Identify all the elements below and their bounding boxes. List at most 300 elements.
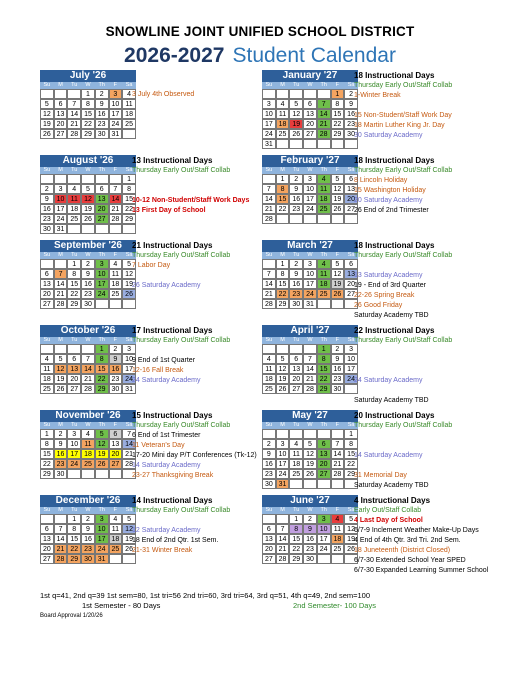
day-cell: 15 bbox=[276, 279, 290, 289]
weekday-label: Sa bbox=[125, 422, 133, 428]
weekday-label: Su bbox=[43, 337, 51, 343]
day-cell: 7 bbox=[109, 184, 123, 194]
day-cell: 6 bbox=[109, 429, 123, 439]
day-cell: 3 bbox=[262, 99, 276, 109]
day-cell: 10 bbox=[303, 269, 317, 279]
day-cell: 12 bbox=[54, 364, 68, 374]
day-cell: 20 bbox=[317, 459, 331, 469]
day-cell: 22 bbox=[331, 119, 345, 129]
day-cell: 23 bbox=[54, 459, 68, 469]
day-cell: 21 bbox=[262, 289, 276, 299]
weekday-label: Tu bbox=[71, 337, 78, 343]
weekday-label: Th bbox=[98, 252, 105, 258]
day-cell: 3 bbox=[276, 439, 290, 449]
day-cell: 27 bbox=[262, 554, 276, 564]
day-cell: 5 bbox=[331, 174, 345, 184]
weekday-header bbox=[262, 507, 358, 514]
day-cell: 7 bbox=[67, 99, 81, 109]
day-cell: 7 bbox=[331, 439, 345, 449]
day-grid bbox=[262, 89, 358, 149]
weekday-label: Su bbox=[43, 252, 51, 258]
day-cell: 31 bbox=[262, 139, 276, 149]
day-cell: 3 bbox=[95, 514, 109, 524]
day-cell: 9 bbox=[344, 99, 358, 109]
day-cell: 29 bbox=[289, 554, 303, 564]
weekday-label: Su bbox=[43, 507, 51, 513]
day-cell: 11 bbox=[40, 364, 54, 374]
weekday-label: Sa bbox=[347, 167, 355, 173]
day-cell: 30 bbox=[81, 554, 95, 564]
weekday-label: F bbox=[113, 252, 118, 258]
day-cell: 16 bbox=[95, 109, 109, 119]
empty-cell bbox=[81, 174, 95, 184]
weekday-header bbox=[262, 252, 358, 259]
day-cell: 21 bbox=[122, 449, 136, 459]
weekday-label: Tu bbox=[293, 337, 300, 343]
weekday-label: Sa bbox=[125, 252, 133, 258]
day-cell: 7 bbox=[317, 99, 331, 109]
day-cell: 20 bbox=[40, 544, 54, 554]
day-cell: 23 bbox=[289, 289, 303, 299]
empty-cell bbox=[276, 89, 290, 99]
empty-cell bbox=[54, 259, 68, 269]
day-cell: 26 bbox=[276, 384, 290, 394]
day-cell: 19 bbox=[54, 374, 68, 384]
month-notes bbox=[354, 240, 520, 321]
month-header: February '27 bbox=[262, 155, 358, 167]
empty-cell bbox=[289, 479, 303, 489]
weekday-header bbox=[40, 337, 136, 344]
day-cell: 7 bbox=[54, 524, 68, 534]
empty-cell bbox=[303, 214, 317, 224]
note-line: 20 Saturday Academy bbox=[354, 197, 423, 204]
note-line: 9 End of 1st Quarter bbox=[132, 357, 196, 364]
day-cell: 29 bbox=[317, 384, 331, 394]
day-cell: 9 bbox=[95, 99, 109, 109]
day-cell: 29 bbox=[81, 129, 95, 139]
day-cell: 30 bbox=[303, 554, 317, 564]
day-cell: 9 bbox=[303, 524, 317, 534]
calendar-subtitle: Student Calendar bbox=[232, 44, 396, 67]
day-cell: 1 bbox=[276, 259, 290, 269]
day-cell: 6 bbox=[344, 259, 358, 269]
month-calendar bbox=[262, 410, 358, 489]
day-cell: 27 bbox=[67, 384, 81, 394]
day-cell: 10 bbox=[95, 524, 109, 534]
empty-cell bbox=[67, 224, 81, 234]
day-cell: 17 bbox=[303, 279, 317, 289]
day-cell: 1 bbox=[95, 344, 109, 354]
day-cell: 16 bbox=[81, 279, 95, 289]
day-cell: 2 bbox=[331, 344, 345, 354]
day-cell: 27 bbox=[317, 469, 331, 479]
day-cell: 26 bbox=[95, 459, 109, 469]
day-cell: 31 bbox=[109, 129, 123, 139]
day-cell: 27 bbox=[344, 289, 358, 299]
note-line: 10-12 Non-Student/Staff Work Days bbox=[132, 197, 250, 204]
note-line: 4 End of 4th Qtr. 3rd Tri. 2nd Sem. bbox=[354, 537, 461, 544]
day-cell: 24 bbox=[344, 374, 358, 384]
day-cell: 10 bbox=[95, 269, 109, 279]
day-cell: 11 bbox=[109, 269, 123, 279]
weekday-label: Sa bbox=[125, 167, 133, 173]
day-cell: 19 bbox=[40, 119, 54, 129]
note-line: 24 Saturday Academy bbox=[354, 377, 423, 384]
weekday-label: Th bbox=[320, 422, 327, 428]
day-cell: 28 bbox=[262, 214, 276, 224]
weekday-label: Th bbox=[320, 507, 327, 513]
note-line: Thursday Early Out/Staff Collab bbox=[354, 252, 453, 259]
day-cell: 13 bbox=[289, 364, 303, 374]
day-cell: 24 bbox=[276, 469, 290, 479]
empty-cell bbox=[122, 299, 136, 309]
day-cell: 28 bbox=[303, 384, 317, 394]
empty-cell bbox=[54, 344, 68, 354]
note-line: Thursday Early Out/Staff Collab bbox=[354, 337, 453, 344]
day-cell: 3 bbox=[122, 344, 136, 354]
note-line: 20 Instructional Days bbox=[354, 411, 435, 420]
day-cell: 4 bbox=[276, 99, 290, 109]
day-cell: 20 bbox=[95, 204, 109, 214]
weekday-label: W bbox=[85, 337, 91, 343]
day-cell: 17 bbox=[317, 534, 331, 544]
note-line: 15 Instructional Days bbox=[132, 411, 213, 420]
day-cell: 18 bbox=[67, 204, 81, 214]
day-cell: 5 bbox=[344, 514, 358, 524]
day-cell: 11 bbox=[262, 364, 276, 374]
day-cell: 14 bbox=[81, 364, 95, 374]
day-cell: 11 bbox=[289, 449, 303, 459]
day-cell: 22 bbox=[344, 459, 358, 469]
day-cell: 4 bbox=[331, 514, 345, 524]
day-cell: 25 bbox=[331, 544, 345, 554]
note-line: 14 Instructional Days bbox=[132, 496, 213, 505]
empty-cell bbox=[289, 214, 303, 224]
weekday-label: Th bbox=[98, 167, 105, 173]
day-cell: 23 bbox=[331, 374, 345, 384]
empty-cell bbox=[109, 299, 123, 309]
day-cell: 4 bbox=[109, 514, 123, 524]
note-line: 6 End of 1st Trimester bbox=[132, 432, 201, 439]
empty-cell bbox=[317, 429, 331, 439]
day-cell: 23 bbox=[109, 374, 123, 384]
day-cell: 2 bbox=[54, 429, 68, 439]
note-line: 18 Juneteenth (District Closed) bbox=[354, 547, 451, 554]
month-header: April '27 bbox=[262, 325, 358, 337]
day-cell: 20 bbox=[54, 119, 68, 129]
month-calendar bbox=[262, 240, 358, 309]
day-cell: 8 bbox=[67, 269, 81, 279]
day-cell: 13 bbox=[40, 534, 54, 544]
day-cell: 11 bbox=[317, 184, 331, 194]
note-line bbox=[354, 101, 520, 111]
note-line: 24 Saturday Academy bbox=[132, 377, 201, 384]
day-cell: 21 bbox=[54, 289, 68, 299]
day-cell: 25 bbox=[67, 214, 81, 224]
empty-cell bbox=[67, 174, 81, 184]
day-cell: 1 bbox=[317, 344, 331, 354]
note-line: 26 Saturday Academy bbox=[132, 282, 201, 289]
month-notes bbox=[354, 410, 520, 491]
day-cell: 30 bbox=[81, 299, 95, 309]
day-cell: 21 bbox=[67, 119, 81, 129]
day-cell: 2 bbox=[344, 89, 358, 99]
empty-cell bbox=[122, 224, 136, 234]
day-cell: 31 bbox=[122, 384, 136, 394]
day-cell: 10 bbox=[109, 99, 123, 109]
day-cell: 12 bbox=[276, 364, 290, 374]
weekday-label: Th bbox=[98, 82, 105, 88]
month-notes bbox=[354, 325, 520, 406]
note-line: 18 Martin Luther King Jr. Day bbox=[354, 122, 445, 129]
weekday-label: W bbox=[85, 422, 91, 428]
day-cell: 5 bbox=[81, 184, 95, 194]
day-cell: 5 bbox=[122, 514, 136, 524]
day-cell: 16 bbox=[81, 534, 95, 544]
empty-cell bbox=[109, 554, 123, 564]
day-cell: 17 bbox=[95, 534, 109, 544]
day-cell: 25 bbox=[276, 129, 290, 139]
day-grid bbox=[262, 514, 358, 564]
day-cell: 30 bbox=[109, 384, 123, 394]
note-line: 3 July 4th Observed bbox=[132, 91, 195, 98]
weekday-label: F bbox=[113, 167, 118, 173]
note-line: 17-20 Mini day P/T Conferences (Tk-12) bbox=[132, 452, 257, 459]
day-cell: 15 bbox=[289, 534, 303, 544]
day-cell: 10 bbox=[262, 109, 276, 119]
day-cell: 19 bbox=[276, 374, 290, 384]
day-cell: 19 bbox=[303, 459, 317, 469]
empty-cell bbox=[67, 344, 81, 354]
day-cell: 25 bbox=[122, 119, 136, 129]
day-cell: 12 bbox=[331, 269, 345, 279]
empty-cell bbox=[109, 224, 123, 234]
day-cell: 29 bbox=[276, 299, 290, 309]
day-cell: 8 bbox=[344, 439, 358, 449]
day-grid bbox=[40, 344, 136, 394]
empty-cell bbox=[303, 139, 317, 149]
day-cell: 26 bbox=[122, 544, 136, 554]
weekday-header bbox=[40, 422, 136, 429]
day-cell: 22 bbox=[276, 289, 290, 299]
weekday-label: Tu bbox=[293, 252, 300, 258]
weekday-header bbox=[262, 422, 358, 429]
day-cell: 9 bbox=[81, 524, 95, 534]
empty-cell bbox=[303, 89, 317, 99]
day-cell: 1 bbox=[67, 259, 81, 269]
weekday-label: Th bbox=[320, 252, 327, 258]
day-cell: 8 bbox=[276, 269, 290, 279]
empty-cell bbox=[109, 174, 123, 184]
day-cell: 28 bbox=[317, 129, 331, 139]
day-cell: 8 bbox=[122, 184, 136, 194]
day-cell: 2 bbox=[81, 259, 95, 269]
day-cell: 13 bbox=[67, 364, 81, 374]
weekday-label: Sa bbox=[125, 337, 133, 343]
note-line: 21-31 Winter Break bbox=[132, 547, 193, 554]
note-line: 6/7-30 Extended School Year SPED bbox=[354, 557, 466, 564]
note-line: 21 Instructional Days bbox=[132, 241, 213, 250]
note-line: 17 Instructional Days bbox=[132, 326, 213, 335]
empty-cell bbox=[262, 259, 276, 269]
day-cell: 26 bbox=[344, 544, 358, 554]
day-cell: 25 bbox=[109, 544, 123, 554]
empty-cell bbox=[317, 479, 331, 489]
day-cell: 28 bbox=[109, 214, 123, 224]
note-line: Thursday Early Out/Staff Collab bbox=[132, 337, 231, 344]
note-line: 11 Veteran's Day bbox=[132, 442, 185, 449]
day-cell: 9 bbox=[262, 449, 276, 459]
day-cell: 12 bbox=[81, 194, 95, 204]
note-line: Thursday Early Out/Staff Collab bbox=[354, 167, 453, 174]
day-cell: 16 bbox=[40, 204, 54, 214]
day-cell: 21 bbox=[54, 544, 68, 554]
day-cell: 28 bbox=[54, 554, 68, 564]
day-cell: 10 bbox=[67, 439, 81, 449]
note-line: 14 Saturday Academy bbox=[132, 462, 201, 469]
weekday-label: W bbox=[85, 167, 91, 173]
day-cell: 14 bbox=[54, 534, 68, 544]
weekday-label: W bbox=[307, 82, 313, 88]
day-cell: 19 bbox=[81, 204, 95, 214]
day-cell: 12 bbox=[289, 109, 303, 119]
note-line: 13 Instructional Days bbox=[132, 156, 213, 165]
empty-cell bbox=[40, 514, 54, 524]
day-cell: 28 bbox=[54, 299, 68, 309]
day-cell: 2 bbox=[81, 514, 95, 524]
empty-cell bbox=[40, 174, 54, 184]
day-cell: 3 bbox=[303, 259, 317, 269]
day-cell: 26 bbox=[54, 384, 68, 394]
note-line: 22 Instructional Days bbox=[354, 326, 435, 335]
day-cell: 19 bbox=[122, 534, 136, 544]
weekday-label: F bbox=[113, 337, 118, 343]
day-cell: 18 bbox=[276, 119, 290, 129]
weekday-label: Su bbox=[265, 252, 273, 258]
empty-cell bbox=[95, 299, 109, 309]
day-cell: 13 bbox=[344, 269, 358, 279]
day-grid bbox=[40, 174, 136, 234]
day-cell: 27 bbox=[95, 214, 109, 224]
day-cell: 6 bbox=[317, 439, 331, 449]
note-line: 26 Good Friday bbox=[354, 302, 403, 309]
weekday-label: W bbox=[307, 422, 313, 428]
day-cell: 17 bbox=[95, 279, 109, 289]
day-cell: 15 bbox=[122, 194, 136, 204]
day-cell: 3 bbox=[95, 259, 109, 269]
day-cell: 10 bbox=[303, 184, 317, 194]
day-cell: 13 bbox=[303, 109, 317, 119]
day-cell: 8 bbox=[289, 524, 303, 534]
day-cell: 19 bbox=[122, 279, 136, 289]
day-cell: 17 bbox=[54, 204, 68, 214]
day-cell: 6 bbox=[289, 354, 303, 364]
day-cell: 18 bbox=[109, 279, 123, 289]
day-cell: 25 bbox=[289, 469, 303, 479]
day-cell: 30 bbox=[40, 224, 54, 234]
day-cell: 3 bbox=[54, 184, 68, 194]
day-cell: 30 bbox=[95, 129, 109, 139]
day-cell: 14 bbox=[276, 534, 290, 544]
day-cell: 3 bbox=[109, 89, 123, 99]
day-cell: 14 bbox=[262, 279, 276, 289]
day-cell: 22 bbox=[67, 544, 81, 554]
weekday-label: F bbox=[335, 422, 340, 428]
empty-cell bbox=[331, 429, 345, 439]
empty-cell bbox=[95, 469, 109, 479]
weekday-label: Th bbox=[98, 337, 105, 343]
day-cell: 8 bbox=[81, 99, 95, 109]
empty-cell bbox=[303, 344, 317, 354]
weekday-label: M bbox=[58, 422, 63, 428]
weekday-label: Su bbox=[43, 422, 51, 428]
empty-cell bbox=[289, 89, 303, 99]
day-cell: 5 bbox=[303, 439, 317, 449]
day-cell: 12 bbox=[40, 109, 54, 119]
weekday-label: Sa bbox=[347, 337, 355, 343]
quarter-summary: 1st q=41, 2nd q=39 1st sem=80, 1st tri=56 2nd tri=60, 3rd tri=64, 3rd q=51, 4th q=49, 2nd sem=100 bbox=[40, 591, 371, 600]
empty-cell bbox=[289, 344, 303, 354]
note-line: 18 Instructional Days bbox=[354, 241, 435, 250]
day-cell: 27 bbox=[303, 129, 317, 139]
day-cell: 29 bbox=[67, 299, 81, 309]
month-notes bbox=[354, 155, 520, 216]
month-calendar bbox=[40, 155, 136, 234]
note-line: 23-27 Thanksgiving Break bbox=[132, 472, 214, 479]
day-cell: 26 bbox=[81, 214, 95, 224]
note-line: Thursday Early Out/Staff Collab bbox=[132, 167, 231, 174]
day-cell: 15 bbox=[40, 449, 54, 459]
day-cell: 1 bbox=[331, 89, 345, 99]
day-cell: 9 bbox=[40, 194, 54, 204]
empty-cell bbox=[317, 554, 331, 564]
weekday-label: Tu bbox=[71, 167, 78, 173]
empty-cell bbox=[276, 344, 290, 354]
month-calendar bbox=[40, 325, 136, 394]
empty-cell bbox=[81, 344, 95, 354]
day-cell: 18 bbox=[81, 449, 95, 459]
month-calendar bbox=[40, 410, 136, 479]
day-cell: 26 bbox=[303, 469, 317, 479]
month-calendar bbox=[262, 325, 358, 394]
day-cell: 29 bbox=[67, 554, 81, 564]
day-cell: 21 bbox=[303, 374, 317, 384]
weekday-label: Th bbox=[320, 167, 327, 173]
day-cell: 7 bbox=[303, 354, 317, 364]
weekday-label: F bbox=[335, 167, 340, 173]
day-cell: 20 bbox=[40, 289, 54, 299]
second-semester-days: 2nd Semester- 100 Days bbox=[293, 601, 376, 610]
weekday-label: W bbox=[307, 167, 313, 173]
day-cell: 12 bbox=[331, 184, 345, 194]
day-cell: 8 bbox=[95, 354, 109, 364]
note-line bbox=[354, 366, 520, 376]
weekday-label: Sa bbox=[125, 507, 133, 513]
day-cell: 10 bbox=[54, 194, 68, 204]
weekday-label: F bbox=[335, 507, 340, 513]
day-cell: 4 bbox=[317, 259, 331, 269]
day-cell: 22 bbox=[81, 119, 95, 129]
empty-cell bbox=[67, 89, 81, 99]
day-cell: 11 bbox=[67, 194, 81, 204]
day-cell: 5 bbox=[40, 99, 54, 109]
day-cell: 13 bbox=[317, 449, 331, 459]
day-cell: 16 bbox=[289, 279, 303, 289]
day-cell: 29 bbox=[344, 469, 358, 479]
empty-cell bbox=[67, 469, 81, 479]
day-cell: 18 bbox=[289, 459, 303, 469]
day-cell: 11 bbox=[331, 524, 345, 534]
